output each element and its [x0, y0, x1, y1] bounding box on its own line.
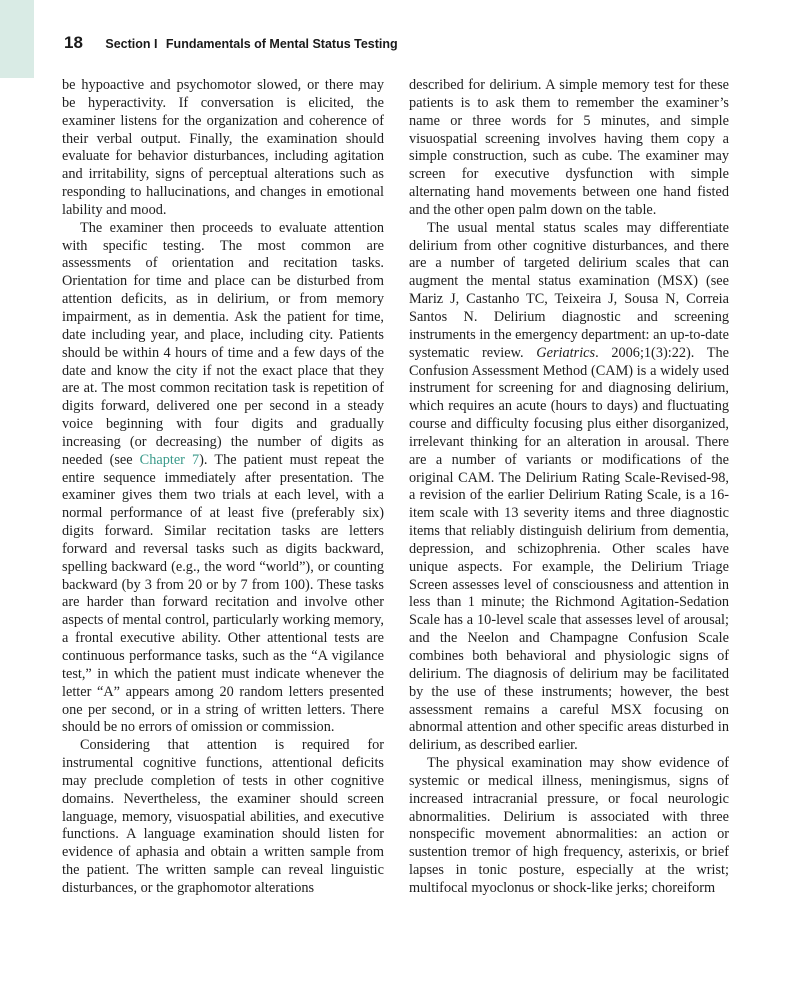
left-column: [62, 77, 384, 898]
section-side-tab: [0, 0, 34, 78]
paragraph: be hypoactive and psychomotor slowed, or there may be hyperactivity. If conversation is elicited, the examiner listens for the organization and coherence of their verbal output. Finally, the examination should evaluate for behavior disturbances, including agitation and irritability, signs of perceptual alterations such as responding to hallucinations, and changes in emotional lability and mood.: [62, 77, 384, 218]
page-number: 18: [64, 33, 83, 52]
paragraph: described for delirium. A simple memory test for these patients is to ask them to remember the examiner’s name or three words for 5 minutes, and simple visuospatial screening involves having them copy a simple construction, such as cube. The examiner may screen for executive dysfunction with simple alternating hand movements between one hand fisted and the other open palm down on the table.: [409, 77, 729, 218]
section-title: Fundamentals of Mental Status Testing: [165, 37, 398, 51]
paragraph: The physical examination may show evidence of systemic or medical illness, meningismus, signs of increased intracranial pressure, or focal neurologic abnormalities. Delirium is associated with three nonspecific movement abnormalities: an action or sustention tremor of high frequency, asterixis, or brief lapses in tonic posture, especially at the wrist; multifocal myoclonus or shock-like jerks; choreiform: [409, 755, 729, 896]
running-header: [64, 33, 398, 53]
chapter-cross-reference-link[interactable]: Chapter 7: [139, 451, 200, 468]
journal-title: Geriatrics: [536, 344, 596, 361]
paragraph: Considering that attention is required for instrumental cognitive functions, attentional deficits may preclude completion of tests in other cognitive domains. Nevertheless, the examiner should screen language, memory, visuospatial abilities, and executive functions. A language examination should listen for evidence of aphasia and obtain a written sample from the patient. The written sample can reveal linguistic disturbances, or the graphomotor alterations: [62, 737, 384, 896]
paragraph-text: The usual mental status scales may differentiate delirium from other cognitive disturbances, and there are a number of targeted delirium scales that can augment the mental status examination (MSX) (see Mariz J, Castanho TC, Teixeira J, Sousa N, Correia Santos N. Delirium diagnostic and screening instruments in the emergency department: an up-to-date systematic review.: [409, 219, 729, 361]
section-label: Section I: [105, 37, 158, 51]
paragraph-text: ). The patient must repeat the entire sequence immediately after presentation. The examiner gives them two trials at each level, with a normal performance of at least five (preferably six) digits forward. Similar recitation tasks are letters forward and reversal tasks such as digits backward, spelling backward (e.g., the word “world”), or counting backward (by 3 from 20 or by 7 from 100). These tasks are harder than forward recitation and involve other aspects of mental control, particularly working memory, a frontal executive ability. Other attentional tests are continuous performance tasks, such as the “A vigilance test,” in which the patient must indicate whenever the letter “A” appears among 20 random letters presented one per second, or in a string of written letters. There should be no errors of omission or commission.: [62, 451, 384, 736]
paragraph: [409, 220, 729, 755]
paragraph-text: . 2006;1(3):22). The Confusion Assessment Method (CAM) is a widely used instrument for screening for and diagnosing delirium, which requires an acute (hours to days) and fluctuating course and difficulty focusing plus either disorganized, irrelevant thinking for an alteration in arousal. There are a number of variants or modifications of the original CAM. The Delirium Rating Scale-Revised-98, a revision of the earlier Delirium Rating Scale, is a 16-item scale with 13 severity items and three diagnostic items that reliably distinguish delirium from dementia, depression, and schizophrenia. Other scales have unique aspects. For example, the Delirium Triage Screen assesses level of consciousness and attention in less than 1 minute; the Richmond Agitation-Sedation Scale has a 10-level scale that assesses level of arousal; and the Neelon and Champagne Confusion Scale combines both behavioral and physiologic signs of delirium. The diagnosis of delirium may be facilitated by the use of these instruments; however, the best assessment remains a careful MSX focusing on abnormal attention and other specific areas disturbed in delirium, as described earlier.: [409, 344, 730, 754]
paragraph: [62, 220, 384, 737]
right-column: [409, 77, 729, 898]
paragraph-text: The examiner then proceeds to evaluate attention with specific testing. The most common are assessments of orientation and recitation tasks. Orientation for time and place can be disturbed from attention deficits, as in delirium, or from memory impairment, as in dementia. Ask the patient for time, date including year, and place, including city. Patients should be within 4 hours of time and a few days of the date and know the city if not the exact place that they are at. The most common recitation task is repetition of digits forward, delivered one per second in a steady voice beginning with four digits and gradually increasing (or decreasing) the number of digits as needed (see: [62, 219, 384, 468]
